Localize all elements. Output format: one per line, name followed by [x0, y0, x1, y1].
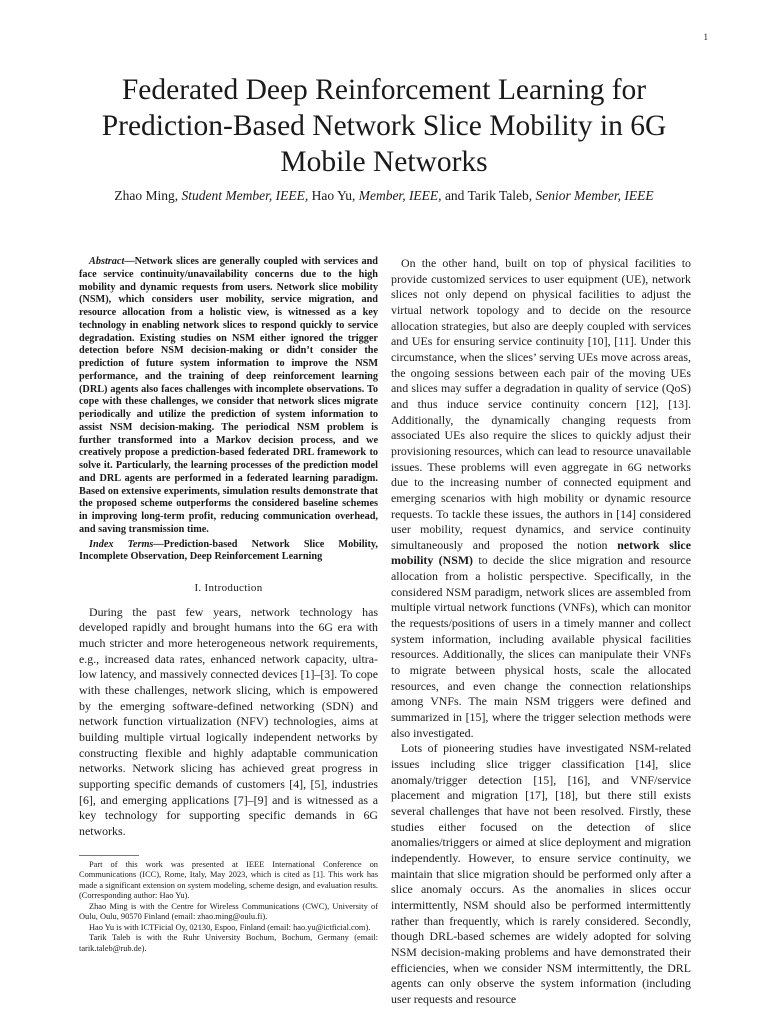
footnote-author-affiliation: Tarik Taleb is with the Ruhr University Bochum, Bochum, Germany (email: tarik.taleb@rub.de). — [79, 933, 378, 953]
author-membership: Student Member, IEEE, — [181, 188, 309, 203]
paper-title: Federated Deep Reinforcement Learning for Prediction-Based Network Slice Mobility in 6G Mobile Networks — [101, 74, 667, 178]
abstract-label: Abstract — [89, 256, 125, 267]
author-name: Zhao Ming, — [114, 188, 179, 203]
footnote-author-affiliation: Hao Yu is with ICTFicial Oy, 02130, Espoo, Finland (email: hao.yu@ictficial.com). — [89, 922, 371, 932]
page-number: 1 — [703, 32, 708, 42]
body-text: On the other hand, built on top of physical facilities to provide customized services to user equipment (UE), network slices not only depend on physical facilities to adjust the virtual network topology and to decide on the resource allocation strategies, but also are deeply coupled with services and UEs for ensuring service continuity [10], [11]. Under this circumstance, when the slices’ serving UEs move across areas, the ongoing sessions between each pair of the moving UEs and slices may suffer a degradation in quality of service (QoS) and thus induce service continuity concern [12], [13]. Additionally, the dynamically changing requests from associated UEs also require the slices to quickly adjust their provisioning resources, which can lead to resource unavailable issues. These problems will even aggregate in 6G networks due to the increasing number of connected equipment and emerging scenarios with high mobility or dynamic resource requests. To tackle these issues, the authors in [14] considered user mobility, request dynamics, and service continuity simultaneously and proposed the notion — [391, 256, 691, 552]
section-heading-introduction: I. Introduction — [194, 582, 263, 594]
author-name: Tarik Taleb, — [467, 188, 533, 203]
footnote-conference: Part of this work was presented at IEEE International Conference on Communications (ICC), Rome, Italy, May 2023, which is cited as [1]. This work has made a significant extension on system modeling, scheme design, and evaluation results. (Corresponding author: Hao Yu). — [79, 859, 378, 900]
intro-paragraph: During the past few years, network technology has developed rapidly and brought humans into the 6G era with much stricter and more heterogeneous network requirements, e.g., increased data rates, enhanced network capacity, ultra-low latency, and massively connected devices [1]–[3]. To cope with these challenges, network slicing, which is empowered by the emerging software-defined networking (SDN) and network function virtualization (NFV) technologies, aims at building multiple virtual logically independent networks by constructing flexible and highly adaptable communication networks. Network slicing has achieved great progress in supporting specific demands of customers [4], [5], industries [6], and emerging applications [7]–[9] and is witnessed as a key technology for supporting specific demands in 6G networks. — [79, 604, 378, 838]
abstract — [79, 256, 378, 537]
left-column — [79, 256, 378, 954]
author-membership: Senior Member, IEEE — [535, 188, 654, 203]
index-terms — [79, 539, 378, 565]
index-terms-text: —Prediction-based Network Slice Mobility, Incomplete Observation, Deep Reinforcement Learning — [79, 538, 378, 563]
abstract-text: —Network slices are generally coupled with services and face service continuity/unavailability concerns due to the high mobility and dynamic requests from users. Network slice mobility (NSM), which considers user mobility, service migration, and resource allocation from a holistic view, is witnessed as a key technology in enabling network slices to respond quickly to service degradation. Existing studies on NSM either ignored the trigger detection before NSM decision-making or didn’t consider the prediction of future system information to improve the NSM performance, and the training of deep reinforcement learning (DRL) agents also faces challenges with incomplete observations. To cope with these challenges, we consider that network slices migrate periodically and utilize the prediction of system information to assist NSM decision-making. The periodical NSM problem is further transformed into a Markov decision process, and we creatively propose a prediction-based federated DRL framework to solve it. Particularly, the learning processes of the prediction model and DRL agents are performed in a federated learning paradigm. Based on extensive experiments, simulation results demonstrate that the proposed scheme outperforms the considered baseline schemes in improving long-term profit, reducing communication overhead, and saving transmission time. — [79, 256, 378, 535]
author-membership: Member, IEEE, — [358, 188, 442, 203]
author-name: Hao Yu, — [311, 188, 356, 203]
body-paragraph: Lots of pioneering studies have investigated NSM-related issues including slice trigger classification [14], slice anomaly/trigger detection [15], [16], and VNF/service placement and migration [17], [18], but there still exists several challenges that have not been resolved. Firstly, these studies either focused on the detection of slice anomalies/triggers or aimed at slice deployment and migration independently. However, to ensure service continuity, we maintain that slice migration should be performed only after a slice anomaly occurs. As the anomalies in slices occur intermittently, NSM should also be performed intermittently rather than frequently, which is rarely considered. Secondly, though DRL-based schemes are widely adopted for solving NSM decision-making problems and have demonstrated their efficiencies, when we consider NSM intermittently, the DRL agents can only observe the system information (including user requests and resource — [391, 741, 691, 1006]
footnote-author-affiliation: Zhao Ming is with the Centre for Wireless Communications (CWC), University of Oulu, Oulu, 90570 Finland (email: zhao.ming@oulu.fi). — [79, 901, 378, 921]
author-line — [40, 187, 728, 205]
author-connector: and — [444, 188, 465, 203]
index-terms-label: Index Terms — [89, 538, 154, 550]
right-column — [391, 256, 691, 1008]
body-paragraph — [391, 256, 691, 741]
footnote-divider — [79, 855, 139, 856]
key-term: network slice mobility (NSM) — [391, 537, 691, 568]
body-text: to decide the slice migration and resource allocation from a holistic perspective. Specifically, in the considered NSM paradigm, network slices are assembled from multiple virtual network functions (VNFs), which can monitor the requests/positions of users in a timely manner and collect system information, including available physical facilities resources. Additionally, the slices can manipulate their VNFs to migrate between physical hosts, scale the allocated resources, and even change the connection relationships among VNFs. The main NSM triggers were defined and summarized in [15], where the trigger selection methods were also investigated. — [391, 553, 691, 740]
